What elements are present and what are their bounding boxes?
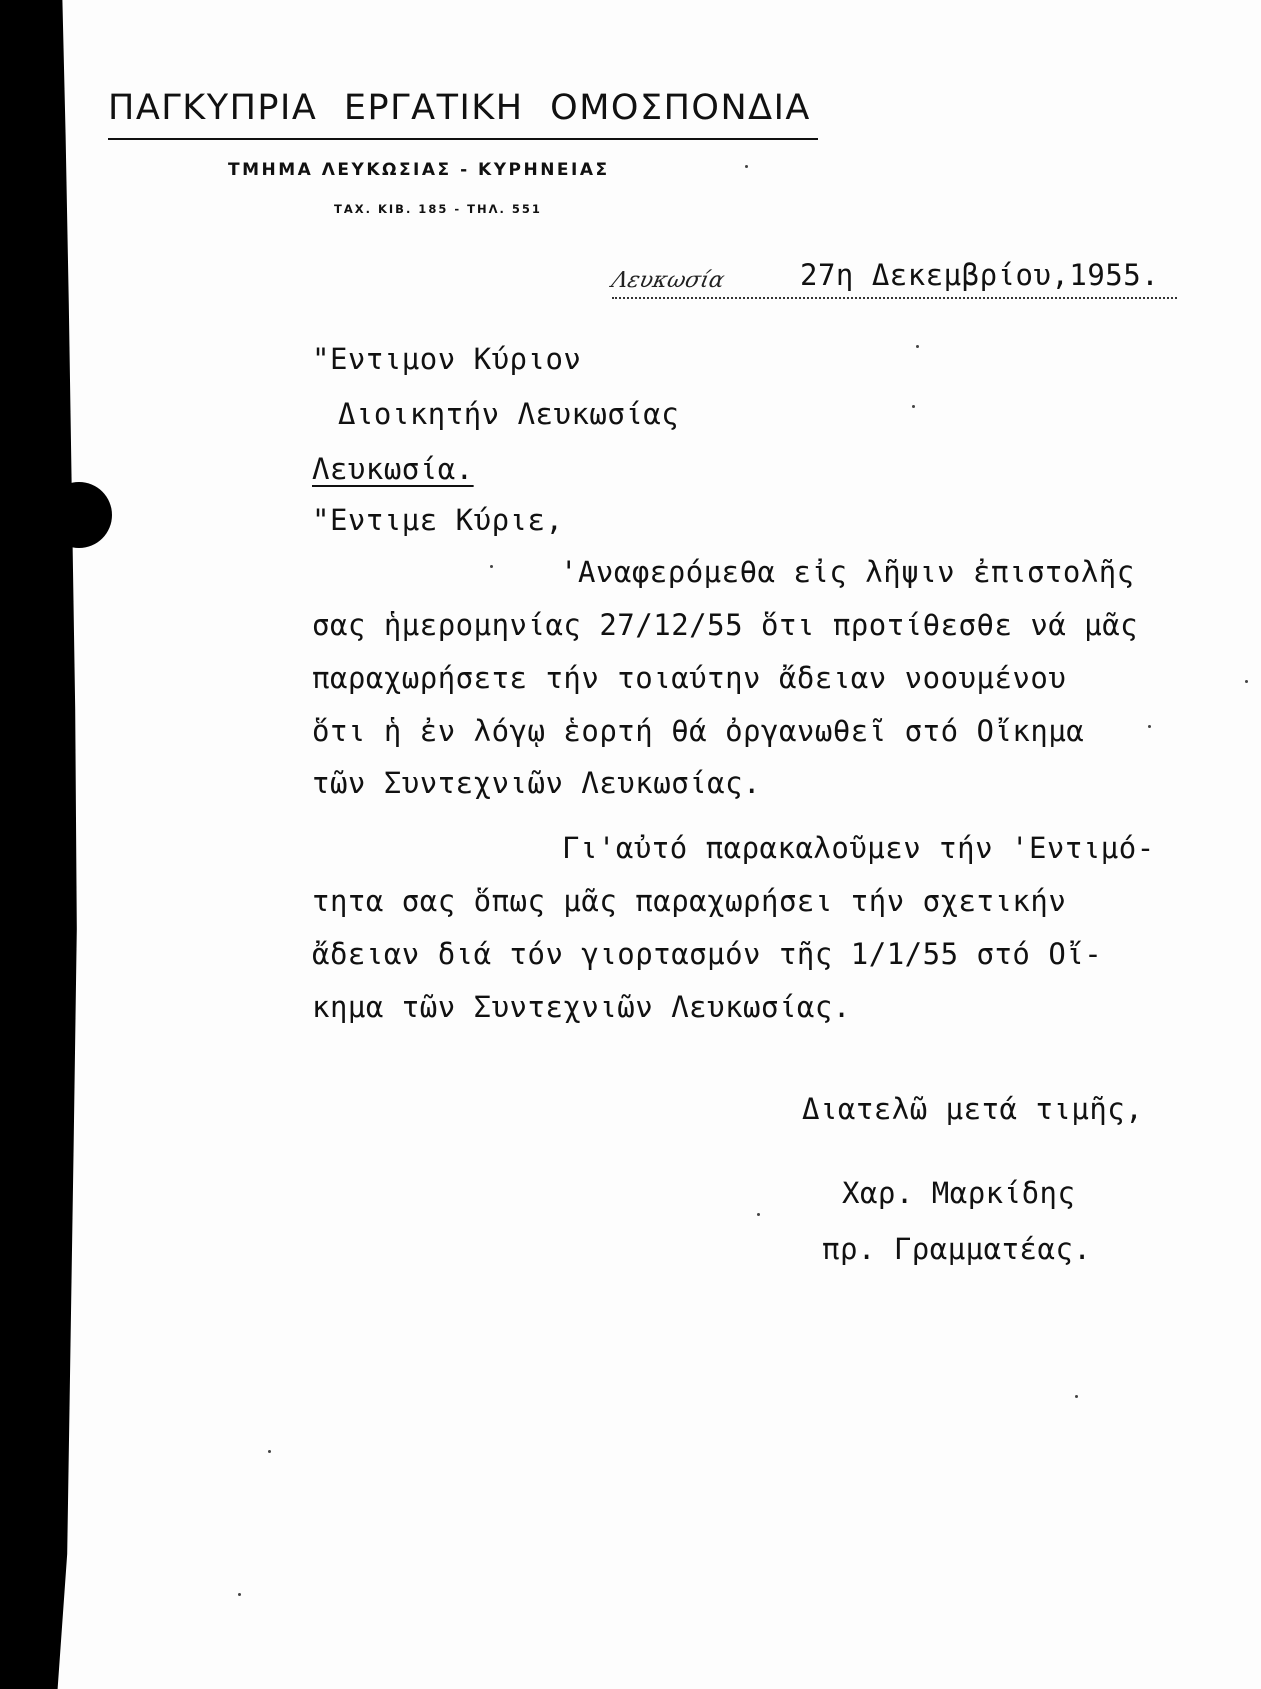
body-line: παραχωρήσετε τήν τοιαύτην ἄδειαν νοουμένου (312, 661, 1067, 695)
punch-hole (46, 482, 112, 548)
signatory-name: Χαρ. Μαρκίδης (842, 1176, 1076, 1210)
body-line: σας ἡμερομηνίας 27/12/55 ὅτι προτίθεσθε νά μᾶς (312, 608, 1139, 642)
date-place-handwritten: Λευκωσία (609, 268, 727, 293)
scan-speck (916, 345, 919, 348)
letterhead-rule (108, 138, 818, 140)
scan-speck (912, 405, 915, 408)
letterhead-section: ΤΜΗΜΑ ΛΕΥΚΩΣΙΑΣ - ΚΥΡΗΝΕΙΑΣ (228, 160, 610, 180)
recipient-title: Διοικητήν Λευκωσίας (338, 397, 680, 431)
date-dotted-line (612, 297, 1177, 299)
scan-speck (745, 165, 748, 168)
valediction: Διατελῶ μετά τιμῆς, (802, 1092, 1144, 1126)
letterhead-title: ΠΑΓΚΥΠΡΙΑ ΕΡΓΑΤΙΚΗ ΟΜΟΣΠΟΝΔΙΑ (108, 88, 811, 128)
body-line: Γι'αὐτό παρακαλοῦμεν τήν 'Εντιμό- (562, 831, 1155, 865)
body-line: ἄδειαν διά τόν γιορτασμόν τῆς 1/1/55 στό Οἴ- (312, 937, 1103, 971)
scan-speck (268, 1450, 271, 1453)
body-line: τῶν Συντεχνιῶν Λευκωσίας. (312, 766, 761, 800)
recipient-city: Λευκωσία. (312, 452, 474, 486)
body-line: τητα σας ὅπως μᾶς παραχωρήσει τήν σχετικήν (312, 884, 1067, 918)
scan-dark-edge-tab (0, 1425, 24, 1615)
letter-date: 27η Δεκεμβρίου,1955. (800, 258, 1160, 292)
scan-speck (490, 565, 493, 568)
scan-speck (1148, 725, 1151, 728)
scan-speck (757, 1213, 760, 1216)
signatory-role: πρ. Γραμματέας. (822, 1232, 1092, 1266)
greeting: "Εντιμε Κύριε, (312, 503, 564, 537)
scan-speck (238, 1593, 241, 1596)
body-line: κημα τῶν Συντεχνιῶν Λευκωσίας. (312, 990, 851, 1024)
scan-speck (1075, 1395, 1078, 1398)
body-line: 'Αναφερόμεθα εἰς λῆψιν ἐπιστολῆς (560, 555, 1135, 589)
letterhead-contact: ΤΑΧ. ΚΙΒ. 185 - ΤΗΛ. 551 (334, 202, 542, 216)
scan-speck (1245, 680, 1248, 683)
recipient-salutation: "Εντιμον Κύριον (312, 342, 582, 376)
body-line: ὅτι ἡ ἐν λόγῳ ἑορτή θά ὀργανωθεῖ στό Οἴκημα (312, 714, 1085, 748)
